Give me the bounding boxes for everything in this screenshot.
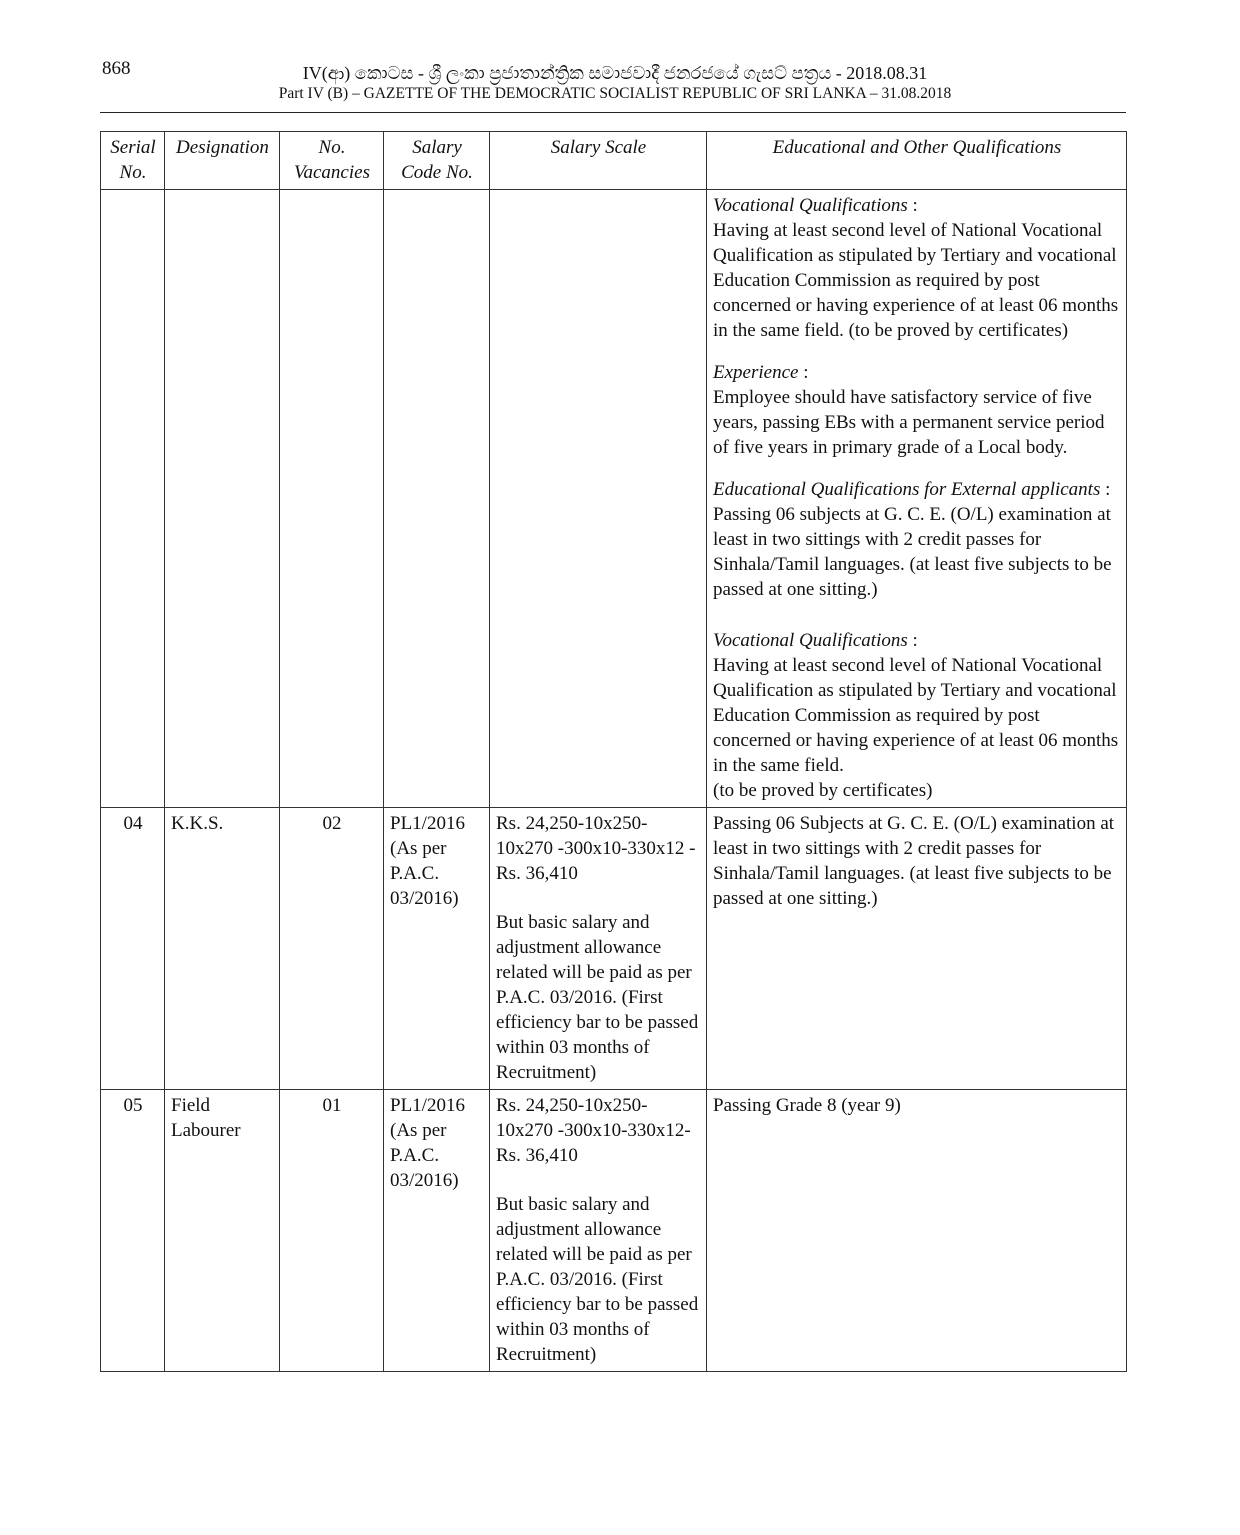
serial-cell: 04 bbox=[101, 808, 165, 1090]
section-text: Passing 06 subjects at G. C. E. (O/L) examination at least in two sittings with 2 credit passes for Sinhala/Tamil languages. (at least five subjects to be passed at one sitting.) bbox=[713, 504, 1112, 600]
qualifications-cell: Passing Grade 8 (year 9) bbox=[707, 1090, 1127, 1372]
qualification-section: Vocational Qualifications : Having at least second level of National Vocational Qualification as stipulated by Tertiary and vocational Education Commission as required by post concerned or having experience of at least 06 months in the same field. (to be proved by certificates) bbox=[713, 630, 1119, 801]
section-text: Having at least second level of National Vocational Qualification as stipulated by Tertiary and vocational Education Commission as required by post concerned or having experience of at least 06 months in the same field. (to be proved by certificates) bbox=[713, 220, 1119, 341]
salary-code-cell: PL1/2016 (As per P.A.C. 03/2016) bbox=[384, 808, 490, 1090]
section-text: (to be proved by certificates) bbox=[713, 780, 933, 801]
header-english-title: Part IV (B) – GAZETTE OF THE DEMOCRATIC SOCIALIST REPUBLIC OF SRI LANKA – 31.08.2018 bbox=[278, 85, 952, 102]
col-header-qualifications: Educational and Other Qualifications bbox=[707, 132, 1127, 190]
table-cell bbox=[384, 190, 490, 808]
designation-cell: K.K.S. bbox=[165, 808, 280, 1090]
salary-scale-text: Rs. 24,250-10x250-10x270 -300x10-330x12 - Rs. 36,410 bbox=[496, 813, 696, 884]
salary-note-text: But basic salary and adjustment allowance related will be paid as per P.A.C. 03/2016. (First efficiency bar to be passed within 03 months of Recruitment) bbox=[496, 912, 699, 1083]
qualifications-cell bbox=[707, 190, 1127, 808]
table-row bbox=[101, 808, 1127, 1090]
gazette-header bbox=[180, 62, 1050, 104]
col-header-serial: Serial No. bbox=[101, 132, 165, 190]
table-cell bbox=[280, 190, 384, 808]
header-divider bbox=[100, 112, 1126, 113]
salary-scale-text: Rs. 24,250-10x250-10x270 -300x10-330x12- Rs. 36,410 bbox=[496, 1095, 691, 1166]
table-cell bbox=[165, 190, 280, 808]
table-header-row bbox=[101, 132, 1127, 190]
salary-code-cell: PL1/2016 (As per P.A.C. 03/2016) bbox=[384, 1090, 490, 1372]
section-heading: Educational Qualifications for External applicants bbox=[713, 479, 1101, 500]
col-header-salary-code: Salary Code No. bbox=[384, 132, 490, 190]
vacancies-cell: 02 bbox=[280, 808, 384, 1090]
section-heading: Vocational Qualifications bbox=[713, 630, 908, 651]
table-row bbox=[101, 1090, 1127, 1372]
header-sinhala-title: IV(ආ) කොටස - ශ්‍රී ලංකා ප්‍රජාතාන්ත්‍රික සමාජවාදී ජනරජයේ ගැසට් පත්‍රය - 2018.08.31 bbox=[302, 63, 928, 83]
col-header-designation: Designation bbox=[165, 132, 280, 190]
salary-scale-cell bbox=[490, 808, 707, 1090]
salary-scale-cell bbox=[490, 1090, 707, 1372]
page-number: 868 bbox=[102, 58, 131, 79]
table-row-continued bbox=[101, 190, 1127, 808]
vacancies-table bbox=[100, 131, 1127, 1372]
section-heading: Vocational Qualifications bbox=[713, 195, 908, 216]
vacancies-cell: 01 bbox=[280, 1090, 384, 1372]
section-text: Employee should have satisfactory service of five years, passing EBs with a permanent service period of five years in primary grade of a Local body. bbox=[713, 387, 1105, 458]
qualification-section: Vocational Qualifications : Having at least second level of National Vocational Qualification as stipulated by Tertiary and vocational Education Commission as required by post concerned or having experience of at least 06 months in the same field. (to be proved by certificates) bbox=[713, 195, 1119, 341]
section-text: Having at least second level of National Vocational Qualification as stipulated by Tertiary and vocational Education Commission as required by post concerned or having experience of at least 06 months in the same field. bbox=[713, 655, 1119, 776]
table-cell bbox=[490, 190, 707, 808]
qualification-section: Educational Qualifications for External applicants : Passing 06 subjects at G. C. E. (O/L) examination at least in two sittings with 2 credit passes for Sinhala/Tamil languages. (at least five subjects to be passed at one sitting.) bbox=[713, 479, 1112, 600]
table-cell bbox=[101, 190, 165, 808]
qualification-section: Experience : Employee should have satisfactory service of five years, passing EBs with a permanent service period of five years in primary grade of a Local body. bbox=[713, 362, 1105, 458]
qualifications-cell: Passing 06 Subjects at G. C. E. (O/L) examination at least in two sittings with 2 credit passes for Sinhala/Tamil languages. (at least five subjects to be passed at one sitting.) bbox=[707, 808, 1127, 1090]
salary-note-text: But basic salary and adjustment allowance related will be paid as per P.A.C. 03/2016. (First efficiency bar to be passed within 03 months of Recruitment) bbox=[496, 1194, 699, 1365]
designation-cell: Field Labourer bbox=[165, 1090, 280, 1372]
col-header-vacancies: No. Vacancies bbox=[280, 132, 384, 190]
section-heading: Experience bbox=[713, 362, 799, 383]
col-header-salary-scale: Salary Scale bbox=[490, 132, 707, 190]
serial-cell: 05 bbox=[101, 1090, 165, 1372]
